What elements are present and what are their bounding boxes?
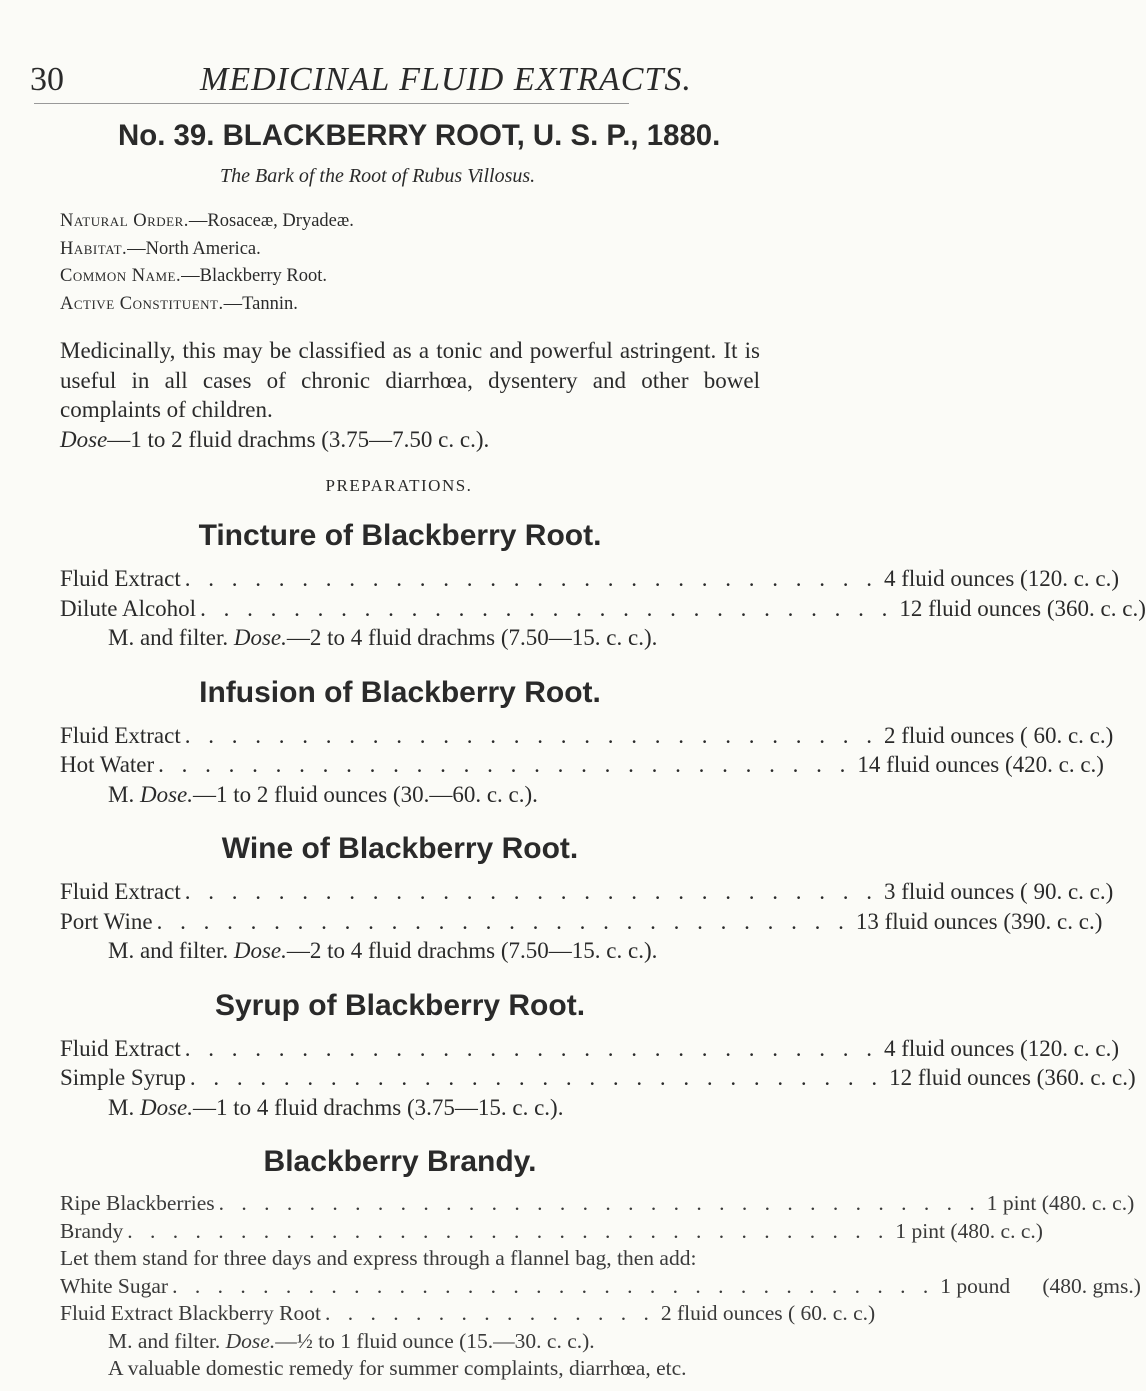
tincture-directions (108, 623, 760, 653)
recipe-row (60, 1273, 1141, 1301)
brandy-recipe (60, 1190, 1141, 1383)
dose-label: Dose. (233, 938, 287, 963)
ingredient-quantity: 1 pint (480. c. c.) (895, 1218, 1043, 1243)
leader-dots: . . . . . . . . . . . . . . . . . . . . . . . . . . . . . . . . . . (218, 1191, 981, 1215)
ingredient-quantity: 1 pint (480. c. c.) (986, 1191, 1135, 1215)
syrup-directions (108, 1093, 760, 1123)
article-body (60, 336, 760, 454)
ingredient-name: Fluid Extract (60, 1035, 181, 1061)
description-paragraph: Medicinally, this may be classified as a tonic and powerful astringent. It is useful in all cases of chronic diarrhœa, dysentery and other bowel complaints of children. (60, 338, 760, 422)
syrup-recipe (60, 1034, 1136, 1123)
tincture-heading: Tincture of Blackberry Root. (198, 519, 602, 552)
ingredient-quantity: 2 fluid ounces ( 60. c. c.) (883, 722, 1114, 748)
infusion-recipe (60, 721, 1114, 810)
active-constituent-line (60, 291, 760, 319)
dose-label: Dose. (233, 625, 287, 650)
habitat-value: —North America. (127, 238, 261, 259)
article-dose (60, 425, 760, 455)
running-title: MEDICINAL FLUID EXTRACTS. (200, 61, 692, 98)
article-subtitle: The Bark of the Root of Rubus Villosus. (220, 165, 536, 187)
brandy-note: A valuable domestic remedy for summer complaints, diarrhœa, etc. (108, 1356, 687, 1380)
ingredient-name: Hot Water (60, 752, 155, 777)
habitat-line (60, 236, 760, 264)
ingredient-name: Fluid Extract (60, 722, 181, 748)
page-number: 30 (30, 61, 64, 98)
recipe-row (60, 1034, 1120, 1064)
dose-value: —1 to 2 fluid drachms (3.75—7.50 c. c.). (107, 426, 490, 452)
common-name-line (60, 263, 760, 291)
ingredient-quantity: 4 fluid ounces (120. c. c.) (883, 566, 1120, 591)
dose-label: Dose. (139, 781, 193, 807)
ingredient-quantity: 4 fluid ounces (120. c. c.) (883, 1035, 1120, 1061)
active-constituent-label: Active Constituent. (60, 293, 224, 314)
ingredient-quantity: 2 fluid ounces ( 60. c. c.) (660, 1301, 876, 1325)
dose-label: Dose (60, 426, 108, 452)
ingredient-name: Brandy (60, 1218, 124, 1243)
ingredient-name: Fluid Extract (60, 879, 181, 904)
wine-heading: Wine of Blackberry Root. (221, 832, 579, 865)
directions-prefix: M. and filter. (108, 938, 229, 963)
recipe-row (60, 750, 1104, 780)
common-name-value: —Blackberry Root. (181, 266, 328, 286)
ingredient-name: Port Wine (60, 908, 153, 934)
brandy-directions (108, 1328, 760, 1356)
ingredient-name: White Sugar (60, 1273, 169, 1298)
recipe-row (60, 721, 1114, 751)
dose-value: —1 to 4 fluid drachms (3.75—15. c. c.). (192, 1094, 564, 1120)
page-content (60, 112, 1146, 1383)
leader-dots: . . . . . . . . . . . . . . . (324, 1301, 655, 1325)
directions-prefix: M. and filter. (108, 625, 229, 650)
recipe-row (60, 1190, 1135, 1218)
directions-prefix: M. and filter. (108, 1328, 221, 1353)
ingredient-name: Fluid Extract (60, 566, 181, 591)
recipe-row (60, 594, 1146, 624)
natural-order-value: —Rosaceæ, Dryadeæ. (188, 211, 354, 231)
infusion-directions (108, 780, 760, 810)
dose-label: Dose. (139, 1094, 193, 1120)
leader-dots: . . . . . . . . . . . . . . . . . . . . . . . . . . . . . . . . . . (172, 1273, 935, 1298)
dose-value: —½ to 1 fluid ounce (15.—30. c. c.). (275, 1328, 595, 1353)
leader-dots: . . . . . . . . . . . . . . . . . . . . . . . . . . . . . . (184, 879, 878, 904)
infusion-heading: Infusion of Blackberry Root. (199, 675, 601, 709)
brandy-heading: Blackberry Brandy. (263, 1145, 537, 1178)
ingredient-quantity: 12 fluid ounces (360. c. c.) (889, 1065, 1136, 1090)
ingredient-name: Ripe Blackberries (60, 1191, 215, 1215)
active-constituent-value: —Tannin. (223, 293, 298, 314)
header-rule (34, 103, 629, 104)
recipe-row (60, 877, 1114, 907)
leader-dots: . . . . . . . . . . . . . . . . . . . . . . . . . . . . . . (189, 1065, 884, 1090)
dose-value: —1 to 2 fluid ounces (30.—60. c. c.). (192, 781, 538, 807)
article-heading: No. 39. BLACKBERRY ROOT, U. S. P., 1880. (118, 119, 721, 152)
recipe-row (60, 564, 1120, 594)
leader-dots: . . . . . . . . . . . . . . . . . . . . . . . . . . . . . . (156, 908, 850, 934)
natural-order-line (60, 208, 760, 236)
ingredient-name: Fluid Extract Blackberry Root (60, 1301, 321, 1325)
recipe-row (60, 1300, 876, 1328)
dose-value: —2 to 4 fluid drachms (7.50—15. c. c.). (286, 938, 658, 963)
brandy-instruction: Let them stand for three days and express through a flannel bag, then add: (60, 1246, 697, 1270)
wine-recipe (60, 877, 1114, 966)
syrup-heading: Syrup of Blackberry Root. (214, 988, 586, 1022)
directions-prefix: M. (108, 1094, 135, 1120)
ingredient-name: Simple Syrup (60, 1065, 186, 1090)
ingredient-quantity: 13 fluid ounces (390. c. c.) (855, 908, 1103, 934)
recipe-row (60, 1218, 1043, 1246)
habitat-label: Habitat. (60, 238, 128, 259)
ingredient-quantity: 1 pound (480. gms.) (940, 1273, 1141, 1298)
ingredient-name: Dilute Alcohol (60, 595, 197, 621)
directions-prefix: M. (108, 781, 135, 807)
recipe-row (60, 907, 1103, 937)
recipe-row (60, 1063, 1136, 1093)
ingredient-quantity: 3 fluid ounces ( 90. c. c.) (883, 879, 1114, 904)
ingredient-quantity: 14 fluid ounces (420. c. c.) (857, 752, 1104, 777)
leader-dots: . . . . . . . . . . . . . . . . . . . . . . . . . . . . . . (200, 595, 894, 621)
common-name-label: Common Name. (60, 266, 182, 286)
dose-value: —2 to 4 fluid drachms (7.50—15. c. c.). (286, 625, 658, 650)
leader-dots: . . . . . . . . . . . . . . . . . . . . . . . . . . . . . . (184, 1035, 878, 1061)
leader-dots: . . . . . . . . . . . . . . . . . . . . . . . . . . . . . . . . . . (127, 1218, 890, 1243)
preparations-title: PREPARATIONS. (325, 476, 473, 495)
natural-order-label: Natural Order. (60, 211, 189, 231)
wine-directions (108, 936, 760, 966)
leader-dots: . . . . . . . . . . . . . . . . . . . . . . . . . . . . . . (158, 752, 852, 777)
tincture-recipe (60, 564, 1146, 653)
running-head (0, 60, 800, 106)
dose-label: Dose. (225, 1328, 276, 1353)
leader-dots: . . . . . . . . . . . . . . . . . . . . . . . . . . . . . . (184, 722, 878, 748)
ingredient-quantity: 12 fluid ounces (360. c. c.) (899, 595, 1146, 621)
article-meta (60, 208, 760, 318)
leader-dots: . . . . . . . . . . . . . . . . . . . . . . . . . . . . . . (184, 566, 878, 591)
